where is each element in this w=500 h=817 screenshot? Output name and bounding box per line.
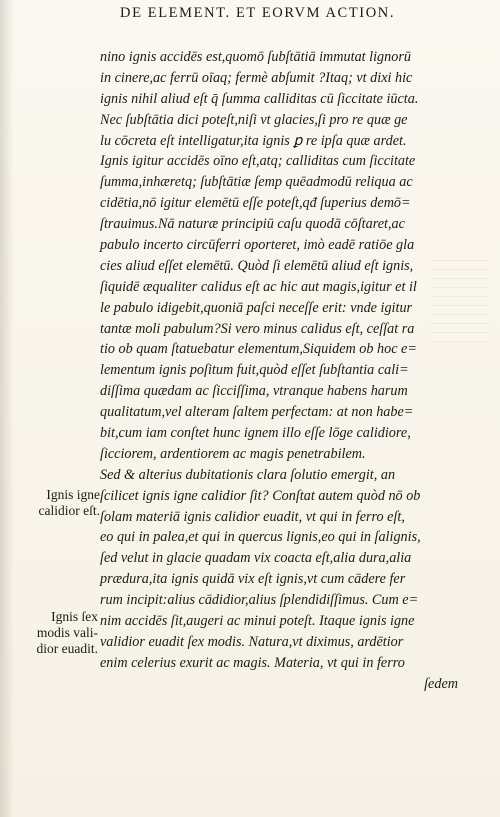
running-head: DE ELEMENT. ET EORVM ACTION. [120,5,396,21]
text-line-15: tio ob quam ſtatuebatur elementum,Siquidem ob hoc e= [100,341,417,358]
text-line-26: prædura,ita ignis quidā vix eſt ignis,vt cum cādere fer [100,571,406,588]
text-line-27: rum incipit:alius cādidior,alius ſplendidiſſimus. Cum e= [100,592,419,609]
text-line-22: ſcilicet ignis igne calidior ſit? Conſtat autem quòd nō ob [100,487,421,504]
marginal-note-2-line-2: modis vali- [36,625,98,640]
text-line-8: cidētia,nō igitur elemētū eſſe poteſt,qđ ſuperius demō= [100,195,411,212]
text-line-17: diſſima quædam ac ſicciſſima, vtranque habens harum [100,383,408,400]
text-line-10: pabulo incerto circūferri oporteret, imò eadē ratiōe gla [100,237,415,254]
text-line-16: lementum ignis poſitum fuit,quòd eſſet ſubſtantia cali= [100,362,409,379]
marginal-note-2-line-1: Ignis ſex [51,609,98,624]
text-line-13: le pabulo idigebit,quoniā paſci neceſſe erit: vnde igitur [100,299,413,316]
marginal-note-2-line-3: dior euadit. [36,641,98,656]
marginal-note-1 [16,487,100,519]
main-text-block [100,47,480,695]
gutter-shadow [0,0,14,817]
text-line-20: ſicciorem, ardentiorem ac magis penetrabilem. [100,445,366,462]
text-line-12: ſiquidē æqualiter calidus eſt ac hic aut magis,igitur et il [100,278,417,295]
text-line-29: validior euadit ſex modis. Natura,vt diximus, ardētior [100,633,404,650]
text-line-3: ignis nihil aliud eſt q̄ ſumma calliditas cū ſiccitate iūcta. [100,90,419,107]
marginal-note-1-line-1: Ignis igne [46,487,100,502]
text-line-9: ſtrauimus.Nā naturæ principiū caſu quodā cōſtaret,ac [100,216,405,233]
text-line-14: tantæ moli pabulum?Si vero minus calidus eſt, ceſſat ra [100,320,415,337]
text-line-30: enim celerius exurit ac magis. Materia, vt qui in ferro [100,654,405,671]
text-line-1: nino ignis accidēs est,quomō ſubſtātiā immutat lignorū [100,49,411,65]
catchword: ſedem [424,675,458,692]
text-line-24: eo qui in palea,et qui in quercus lignis,eo qui in ſalignis, [100,529,421,546]
text-line-19: bit,cum iam conſtet hunc ignem illo eſſe lōge calidiore, [100,425,411,442]
text-line-4: Nec ſubſtātia dici poteſt,niſi vt glacies,ſi pro re quæ ge [100,111,408,128]
text-line-5: lu cōcreta eſt intelligatur,ita ignis ꝑ re ipſa quæ ardet. [100,132,407,149]
text-line-21: Sed & alterius dubitationis clara ſolutio emergit, an [100,466,396,483]
text-line-11: cies aliud eſſet elemētū. Quòd ſi elemētū aliud eſt ignis, [100,257,414,274]
text-line-6: Ignis igitur accidēs oīno eſt,atq; calliditas cum ſiccitate [100,153,416,170]
text-line-7: ſumma,inhæretq; ſubſtātiæ ſemp quēadmodū reliqua ac [100,174,413,191]
text-line-23: ſolam materiā ignis calidior euadit, vt qui in ferro eſt, [100,508,405,525]
text-line-25: ſed velut in glacie quadam vix coacta eſt,alia dura,alia [100,550,412,567]
text-line-28: nim accidēs ſit,augeri ac minui poteſt. Itaque ignis igne [100,613,415,630]
marginal-note-1-line-2: calidior eſt. [38,503,100,518]
marginal-note-2 [10,609,98,657]
text-line-18: qualitatum,vel alteram ſaltem perfectam: at non habe= [100,404,414,421]
text-line-2: in cinere,ac ferrū oīaq; fermè abſumit ?Itaq; vt dixi hic [100,69,413,86]
